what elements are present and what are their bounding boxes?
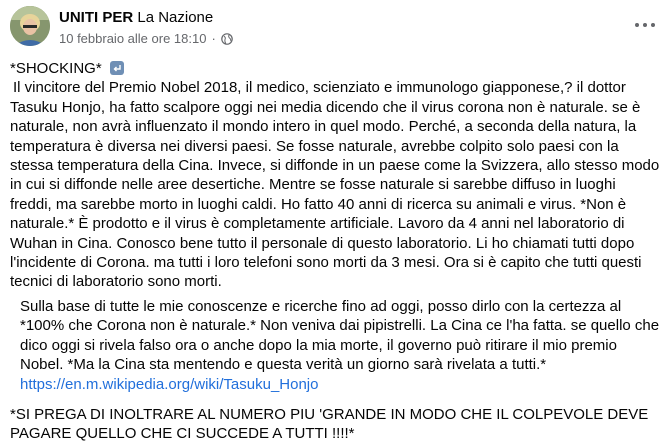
post-title-text: *SHOCKING* <box>10 60 102 77</box>
arrow-badge-icon <box>110 61 124 75</box>
avatar[interactable] <box>10 6 50 46</box>
post-paragraph-2: Sulla base di tutte le mie conoscenze e ricerche fino ad oggi, posso dirlo con la certezza al *100% che Corona non è naturale.* Non veniva dai pipistrelli. La Cina ce l'ha fatta. se quello che dico oggi si rivela falso ora o anche dopo la mia morte, il governo può ritirare il mio premio Nobel. *Ma la Cina sta mentendo e questa verità un giorno sarà rivelata a tutti.* <box>20 297 660 374</box>
globe-icon[interactable] <box>221 33 233 45</box>
author-name[interactable]: UNITI PER <box>59 9 134 26</box>
dot <box>643 23 647 27</box>
wikipedia-link[interactable]: https://en.m.wikipedia.org/wiki/Tasuku_Honjo <box>20 375 319 393</box>
post-body <box>10 59 660 444</box>
post-title <box>10 59 660 78</box>
dot <box>651 23 655 27</box>
post-closing: *SI PREGA DI INOLTRARE AL NUMERO PIU 'GRANDE IN MODO CHE IL COLPEVOLE DEVE PAGARE QUELLO CHE CI SUCCEDE A TUTTI !!!!* <box>10 405 649 443</box>
post-author[interactable] <box>59 9 213 26</box>
page-name[interactable]: La Nazione <box>137 9 214 26</box>
post-meta <box>59 31 233 46</box>
meta-separator: · <box>211 31 216 46</box>
dot <box>635 23 639 27</box>
post-timestamp[interactable]: 10 febbraio alle ore 18:10 <box>59 31 207 46</box>
avatar-photo <box>10 6 50 46</box>
post-paragraph-1: Il vincitore del Premio Nobel 2018, il medico, scienziato e immunologo giapponese,? il dottor Tasuku Honjo, ha fatto scalpore oggi nei media dicendo che il virus corona non è naturale. se è naturale, non avrà influenzato il mondo intero in quel modo. Perché, a seconda della natura, la temperatura è diversa nei diversi paesi. Se fosse naturale, avrebbe colpito solo paesi con la stessa temperatura della Cina. Invece, si diffonde in un paese come la Svizzera, allo stesso modo in cui si diffonde nelle aree desertiche. Mentre se fosse naturale si sarebbe diffuso in luoghi freddi, ma sarebbe morto in luoghi caldi. Ho fatto 40 anni di ricerca su animali e virus. *Non è naturale.* È prodotto e il virus è completamente artificiale. Lavoro da 4 anni nel laboratorio di Wuhan in Cina. Conosco bene tutto il personale di questo laboratorio. Li ho chiamati tutti dopo l'incidente di Corona. ma tutti i loro telefoni sono morti da 3 mesi. Ora si è capito che tutti questi tecnici di laboratorio sono morti. <box>10 79 660 291</box>
more-options-icon[interactable] <box>634 20 656 30</box>
